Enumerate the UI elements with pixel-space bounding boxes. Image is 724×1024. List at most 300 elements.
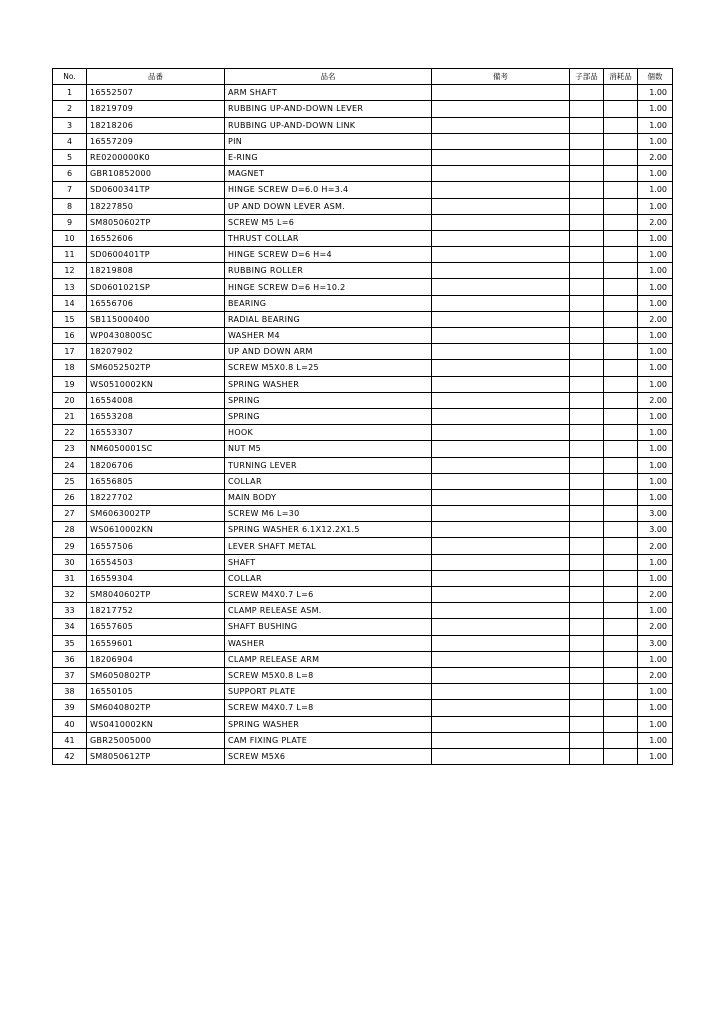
consumable-cell [604,700,638,716]
part-name: SCREW M4X0.7 L=8 [225,700,432,716]
part-number: 16550105 [87,684,225,700]
remarks-cell [432,295,570,311]
quantity: 3.00 [638,506,673,522]
part-number: 18219709 [87,101,225,117]
remarks-cell [432,570,570,586]
consumable-cell [604,166,638,182]
consumable-cell [604,651,638,667]
remarks-cell [432,554,570,570]
part-name: CLAMP RELEASE ARM [225,651,432,667]
part-number: 16554503 [87,554,225,570]
table-row [53,344,673,360]
row-number: 12 [53,263,87,279]
table-row [53,635,673,651]
quantity: 1.00 [638,360,673,376]
table-row [53,732,673,748]
consumable-cell [604,279,638,295]
consumable-cell [604,328,638,344]
quantity: 1.00 [638,457,673,473]
row-number: 8 [53,198,87,214]
child-part-cell [570,328,604,344]
row-number: 20 [53,392,87,408]
header-name: 品名 [225,69,432,85]
part-number: 16552606 [87,230,225,246]
row-number: 10 [53,230,87,246]
child-part-cell [570,700,604,716]
remarks-cell [432,619,570,635]
part-number: WP0430800SC [87,328,225,344]
table-row [53,716,673,732]
header-row [53,69,673,85]
quantity: 2.00 [638,587,673,603]
consumable-cell [604,247,638,263]
part-name: PIN [225,133,432,149]
table-row [53,522,673,538]
table-row [53,214,673,230]
part-number: GBR25005000 [87,732,225,748]
table-row [53,85,673,101]
table-row [53,247,673,263]
row-number: 24 [53,457,87,473]
row-number: 13 [53,279,87,295]
table-row [53,392,673,408]
table-row [53,748,673,764]
row-number: 28 [53,522,87,538]
child-part-cell [570,311,604,327]
quantity: 3.00 [638,522,673,538]
row-number: 25 [53,473,87,489]
table-row [53,506,673,522]
consumable-cell [604,473,638,489]
consumable-cell [604,133,638,149]
quantity: 1.00 [638,247,673,263]
quantity: 3.00 [638,635,673,651]
quantity: 2.00 [638,214,673,230]
quantity: 2.00 [638,392,673,408]
quantity: 2.00 [638,311,673,327]
part-number: 18219808 [87,263,225,279]
child-part-cell [570,85,604,101]
quantity: 1.00 [638,295,673,311]
child-part-cell [570,149,604,165]
remarks-cell [432,506,570,522]
part-name: SCREW M5 L=6 [225,214,432,230]
child-part-cell [570,408,604,424]
table-row [53,295,673,311]
remarks-cell [432,182,570,198]
table-row [53,619,673,635]
consumable-cell [604,570,638,586]
row-number: 37 [53,667,87,683]
part-name: WASHER [225,635,432,651]
remarks-cell [432,732,570,748]
parts-body [53,85,673,765]
remarks-cell [432,85,570,101]
child-part-cell [570,732,604,748]
child-part-cell [570,133,604,149]
row-number: 1 [53,85,87,101]
part-number: 18218206 [87,117,225,133]
part-number: 18217752 [87,603,225,619]
child-part-cell [570,360,604,376]
part-number: 16557605 [87,619,225,635]
remarks-cell [432,166,570,182]
quantity: 2.00 [638,538,673,554]
part-number: SM6063002TP [87,506,225,522]
consumable-cell [604,522,638,538]
remarks-cell [432,603,570,619]
quantity: 1.00 [638,554,673,570]
row-number: 18 [53,360,87,376]
remarks-cell [432,522,570,538]
part-name: COLLAR [225,473,432,489]
quantity: 1.00 [638,700,673,716]
quantity: 1.00 [638,263,673,279]
row-number: 35 [53,635,87,651]
table-row [53,587,673,603]
quantity: 1.00 [638,732,673,748]
quantity: 1.00 [638,376,673,392]
quantity: 1.00 [638,441,673,457]
part-name: E-RING [225,149,432,165]
row-number: 36 [53,651,87,667]
remarks-cell [432,198,570,214]
child-part-cell [570,214,604,230]
quantity: 1.00 [638,570,673,586]
consumable-cell [604,732,638,748]
child-part-cell [570,554,604,570]
part-name: MAIN BODY [225,489,432,505]
remarks-cell [432,247,570,263]
part-name: SPRING WASHER 6.1X12.2X1.5 [225,522,432,538]
remarks-cell [432,392,570,408]
child-part-cell [570,263,604,279]
row-number: 3 [53,117,87,133]
quantity: 1.00 [638,651,673,667]
table-row [53,408,673,424]
row-number: 38 [53,684,87,700]
part-name: LEVER SHAFT METAL [225,538,432,554]
part-number: WS0510002KN [87,376,225,392]
part-number: SM6052502TP [87,360,225,376]
consumable-cell [604,117,638,133]
table-row [53,457,673,473]
quantity: 1.00 [638,198,673,214]
consumable-cell [604,538,638,554]
quantity: 1.00 [638,408,673,424]
quantity: 1.00 [638,328,673,344]
consumable-cell [604,684,638,700]
part-number: 18227702 [87,489,225,505]
consumable-cell [604,392,638,408]
remarks-cell [432,328,570,344]
part-number: 18207902 [87,344,225,360]
table-row [53,489,673,505]
quantity: 1.00 [638,101,673,117]
remarks-cell [432,214,570,230]
quantity: 1.00 [638,85,673,101]
part-name: SHAFT BUSHING [225,619,432,635]
child-part-cell [570,538,604,554]
part-number: SM8040602TP [87,587,225,603]
remarks-cell [432,230,570,246]
part-number: SM8050602TP [87,214,225,230]
remarks-cell [432,263,570,279]
part-name: ARM SHAFT [225,85,432,101]
row-number: 32 [53,587,87,603]
header-child-part: 子部品 [570,69,604,85]
table-row [53,101,673,117]
quantity: 1.00 [638,166,673,182]
table-row [53,376,673,392]
table-row [53,473,673,489]
child-part-cell [570,117,604,133]
part-number: 18206904 [87,651,225,667]
remarks-cell [432,538,570,554]
part-name: SHAFT [225,554,432,570]
part-name: SCREW M5X0.8 L=8 [225,667,432,683]
child-part-cell [570,587,604,603]
part-name: HINGE SCREW D=6 H=4 [225,247,432,263]
table-row [53,570,673,586]
table-row [53,667,673,683]
table-row [53,133,673,149]
part-number: WS0610002KN [87,522,225,538]
quantity: 1.00 [638,279,673,295]
table-row [53,149,673,165]
part-number: SM6040802TP [87,700,225,716]
consumable-cell [604,214,638,230]
part-name: HINGE SCREW D=6.0 H=3.4 [225,182,432,198]
row-number: 9 [53,214,87,230]
row-number: 29 [53,538,87,554]
row-number: 14 [53,295,87,311]
table-row [53,279,673,295]
remarks-cell [432,473,570,489]
part-number: 16557506 [87,538,225,554]
consumable-cell [604,603,638,619]
table-row [53,700,673,716]
table-row [53,198,673,214]
part-name: SPRING WASHER [225,376,432,392]
header-remarks: 備考 [432,69,570,85]
child-part-cell [570,376,604,392]
consumable-cell [604,587,638,603]
table-row [53,360,673,376]
child-part-cell [570,457,604,473]
table-row [53,441,673,457]
consumable-cell [604,457,638,473]
consumable-cell [604,376,638,392]
table-row [53,311,673,327]
quantity: 1.00 [638,716,673,732]
header-part-no: 品番 [87,69,225,85]
child-part-cell [570,425,604,441]
remarks-cell [432,441,570,457]
table-row [53,538,673,554]
part-name: RUBBING ROLLER [225,263,432,279]
remarks-cell [432,425,570,441]
consumable-cell [604,748,638,764]
part-name: SPRING [225,408,432,424]
row-number: 22 [53,425,87,441]
quantity: 2.00 [638,149,673,165]
part-number: 16553307 [87,425,225,441]
quantity: 1.00 [638,489,673,505]
row-number: 6 [53,166,87,182]
consumable-cell [604,489,638,505]
child-part-cell [570,603,604,619]
quantity: 1.00 [638,684,673,700]
row-number: 30 [53,554,87,570]
remarks-cell [432,716,570,732]
child-part-cell [570,230,604,246]
consumable-cell [604,311,638,327]
part-name: THRUST COLLAR [225,230,432,246]
table-row [53,230,673,246]
part-number: RE0200000K0 [87,149,225,165]
table-row [53,425,673,441]
child-part-cell [570,198,604,214]
child-part-cell [570,182,604,198]
part-number: 18206706 [87,457,225,473]
consumable-cell [604,182,638,198]
table-row [53,328,673,344]
row-number: 15 [53,311,87,327]
part-name: SUPPORT PLATE [225,684,432,700]
row-number: 23 [53,441,87,457]
remarks-cell [432,117,570,133]
part-number: SD0601021SP [87,279,225,295]
consumable-cell [604,554,638,570]
consumable-cell [604,344,638,360]
header-no: No. [53,69,87,85]
part-name: TURNING LEVER [225,457,432,473]
part-name: RADIAL BEARING [225,311,432,327]
child-part-cell [570,279,604,295]
remarks-cell [432,489,570,505]
part-number: 16553208 [87,408,225,424]
quantity: 1.00 [638,117,673,133]
part-name: SPRING [225,392,432,408]
header-consumable: 消耗品 [604,69,638,85]
consumable-cell [604,295,638,311]
remarks-cell [432,360,570,376]
part-name: CAM FIXING PLATE [225,732,432,748]
remarks-cell [432,667,570,683]
quantity: 1.00 [638,344,673,360]
quantity: 2.00 [638,619,673,635]
part-number: NM6050001SC [87,441,225,457]
remarks-cell [432,748,570,764]
consumable-cell [604,716,638,732]
row-number: 41 [53,732,87,748]
row-number: 21 [53,408,87,424]
remarks-cell [432,149,570,165]
table-row [53,263,673,279]
remarks-cell [432,651,570,667]
remarks-cell [432,311,570,327]
row-number: 33 [53,603,87,619]
part-name: NUT M5 [225,441,432,457]
part-name: CLAMP RELEASE ASM. [225,603,432,619]
remarks-cell [432,635,570,651]
table-row [53,182,673,198]
part-number: 16559601 [87,635,225,651]
row-number: 17 [53,344,87,360]
part-name: HOOK [225,425,432,441]
table-row [53,117,673,133]
row-number: 2 [53,101,87,117]
quantity: 1.00 [638,748,673,764]
part-name: BEARING [225,295,432,311]
part-name: COLLAR [225,570,432,586]
table-row [53,554,673,570]
part-number: 16557209 [87,133,225,149]
part-number: WS0410002KN [87,716,225,732]
part-number: GBR10852000 [87,166,225,182]
child-part-cell [570,101,604,117]
table-row [53,684,673,700]
part-number: SM6050802TP [87,667,225,683]
part-number: SM8050612TP [87,748,225,764]
part-number: 16559304 [87,570,225,586]
row-number: 5 [53,149,87,165]
remarks-cell [432,133,570,149]
row-number: 40 [53,716,87,732]
part-name: WASHER M4 [225,328,432,344]
quantity: 1.00 [638,133,673,149]
remarks-cell [432,101,570,117]
part-number: SD0600341TP [87,182,225,198]
quantity: 1.00 [638,425,673,441]
consumable-cell [604,85,638,101]
child-part-cell [570,651,604,667]
remarks-cell [432,684,570,700]
part-name: SPRING WASHER [225,716,432,732]
child-part-cell [570,506,604,522]
part-name: MAGNET [225,166,432,182]
consumable-cell [604,667,638,683]
part-number: 16552507 [87,85,225,101]
part-name: SCREW M5X6 [225,748,432,764]
remarks-cell [432,408,570,424]
part-number: 16556706 [87,295,225,311]
row-number: 42 [53,748,87,764]
quantity: 2.00 [638,667,673,683]
consumable-cell [604,635,638,651]
child-part-cell [570,635,604,651]
child-part-cell [570,748,604,764]
consumable-cell [604,441,638,457]
table-row [53,603,673,619]
part-name: SCREW M5X0.8 L=25 [225,360,432,376]
quantity: 1.00 [638,182,673,198]
child-part-cell [570,166,604,182]
consumable-cell [604,101,638,117]
table-row [53,651,673,667]
child-part-cell [570,684,604,700]
consumable-cell [604,198,638,214]
row-number: 16 [53,328,87,344]
consumable-cell [604,408,638,424]
part-number: 16554008 [87,392,225,408]
remarks-cell [432,700,570,716]
child-part-cell [570,344,604,360]
row-number: 19 [53,376,87,392]
row-number: 39 [53,700,87,716]
remarks-cell [432,344,570,360]
